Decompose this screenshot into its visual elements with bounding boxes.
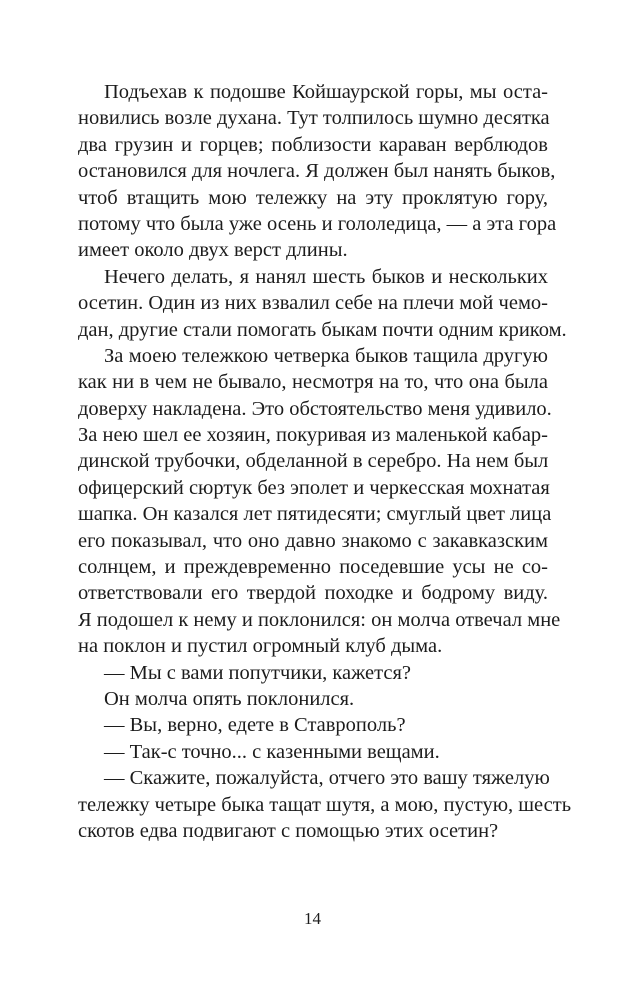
text-line: За моею тележкою четверка быков тащила другую (104, 344, 548, 367)
text-line: доверху накладена. Это обстоятельство меня удивило. (78, 397, 552, 420)
dialogue-line (78, 765, 572, 844)
text-line: дан, другие стали помогать быкам почти одним криком. (78, 318, 567, 341)
paragraph (78, 79, 557, 264)
dialogue-line (78, 660, 548, 686)
text-line: ответствовали его твердой походке и бодрому виду. (78, 582, 548, 605)
text-line: Я подошел к нему и поклонился: он молча отвечал мне (78, 608, 561, 631)
paragraph (78, 686, 548, 712)
text-line: солнцем, и преждевременно поседевшие усы не со- (78, 556, 548, 579)
text-line: За нею шел ее хозяин, покуривая из маленькой кабар- (78, 424, 548, 447)
text-line: Подъехав к подошве Койшаурской горы, мы оста- (104, 81, 548, 103)
text-line: тележку четыре быка тащат шутя, а мою, пустую, шесть (78, 793, 572, 816)
text-line: чтоб втащить мою тележку на эту проклятую гору, (78, 186, 548, 209)
text-line: как ни в чем не бывало, несмотря на то, что она была (78, 371, 548, 394)
text-line: осетин. Один из них взвалил себе на плечи мой чемо- (78, 292, 548, 315)
text-line: динской трубочки, обделанной в серебро. На нем был (78, 450, 549, 473)
text-line: скотов едва подвигают с помощью этих осетин? (78, 819, 499, 842)
text-line: остановился для ночлега. Я должен был нанять быков, (78, 160, 556, 183)
paragraph (78, 343, 561, 660)
paragraph (78, 264, 567, 343)
dialogue-line (78, 712, 548, 738)
book-page-text (78, 79, 572, 844)
text-line: — Мы с вами попутчики, кажется? (104, 661, 411, 684)
page-number: 14 (304, 909, 321, 928)
text-line: два грузин и горцев; поблизости караван верблюдов (78, 133, 548, 156)
text-line: на поклон и пустил огромный клуб дыма. (78, 635, 443, 658)
text-line: его показывал, что оно давно знакомо с закавказским (78, 529, 548, 552)
dialogue-line (78, 739, 548, 765)
text-line: — Вы, верно, едете в Ставрополь? (104, 714, 406, 737)
text-line: — Так-с точно... с казенными вещами. (104, 740, 440, 763)
text-line: потому что была уже осень и гололедица, — а эта гора (78, 212, 557, 235)
text-line: имеет около двух верст длины. (78, 239, 348, 262)
text-line: Нечего делать, я нанял шесть быков и нескольких (104, 265, 548, 288)
text-line: Он молча опять поклонился. (104, 687, 355, 710)
text-line: — Скажите, пожалуйста, отчего это вашу тяжелую (104, 767, 550, 790)
text-line: шапка. Он казался лет пятидесяти; смуглый цвет лица (78, 503, 552, 526)
text-line: офицерский сюртук без эполет и черкесская мохнатая (78, 476, 550, 499)
text-line: новились возле духана. Тут толпилось шумно десятка (78, 107, 550, 130)
